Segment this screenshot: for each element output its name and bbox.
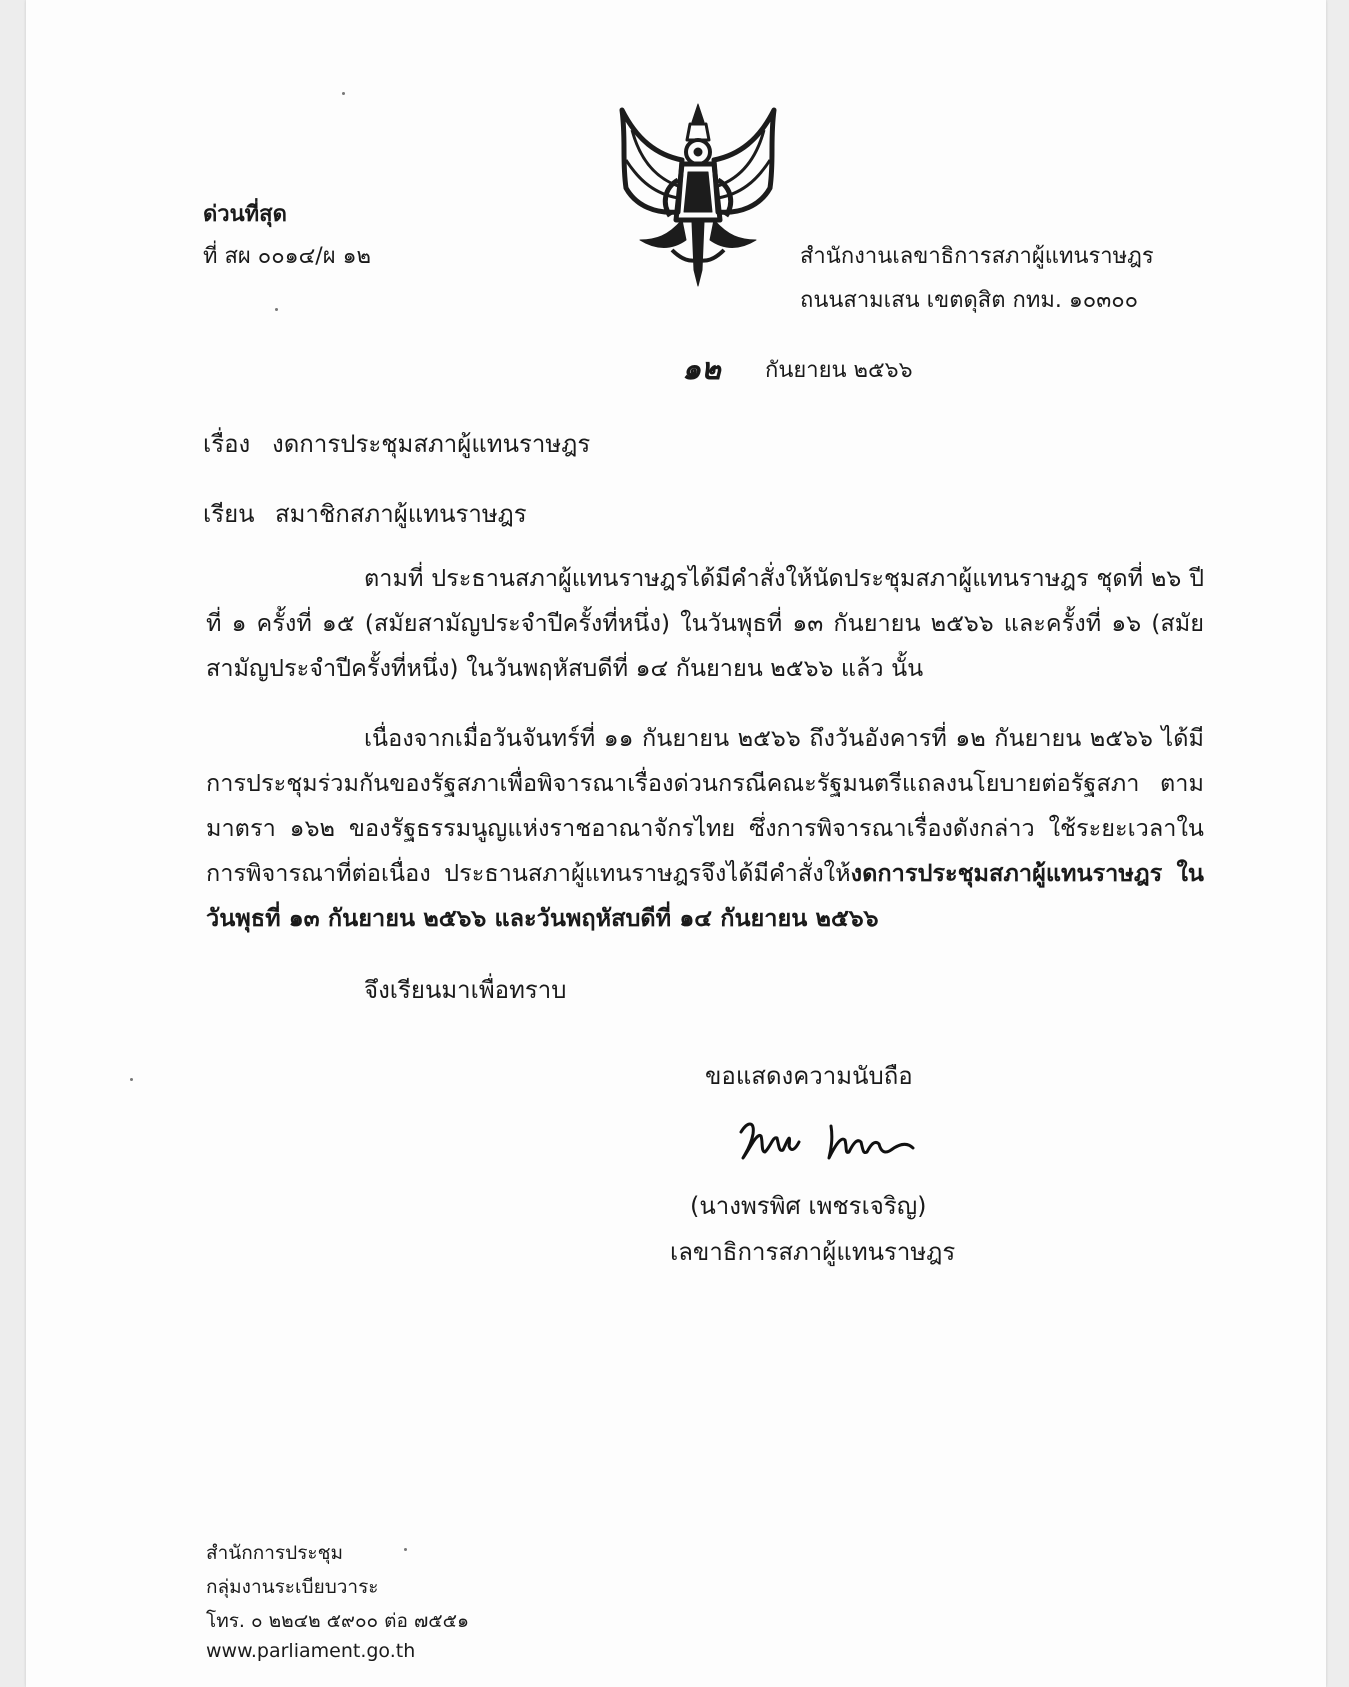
urgency-label: ด่วนที่สุด — [203, 202, 287, 227]
date-day: ๑๒ — [682, 352, 721, 387]
scan-speck — [404, 1548, 407, 1551]
scan-speck — [342, 92, 345, 95]
date-month-year: กันยายน ๒๕๖๖ — [765, 358, 913, 383]
footer-group: กลุ่มงานระเบียบวาระ — [206, 1576, 379, 1598]
footer-website[interactable]: www.parliament.go.th — [206, 1640, 416, 1662]
signatory-name: (นางพรพิศ เพชรเจริญ) — [690, 1192, 927, 1220]
garuda-emblem-icon — [612, 100, 784, 290]
reference-number: ที่ สผ ๐๐๑๔/ผ ๑๒ — [203, 244, 372, 269]
paragraph-2-emphasis: งดการประชุมสภาผู้แทนราษฎร ในวันพุธที่ ๑๓ กันยายน ๒๕๖๖ และวันพฤหัสบดีที่ ๑๔ กันยายน ๒๕๖๖ — [206, 859, 1204, 932]
closing-line: จึงเรียนมาเพื่อทราบ — [364, 976, 567, 1004]
footer-department: สำนักการประชุม — [206, 1542, 344, 1564]
body-paragraph-1: ตามที่ ประธานสภาผู้แทนราษฎรได้มีคำสั่งให้นัดประชุมสภาผู้แทนราษฎร ชุดที่ ๒๖ ปีที่ ๑ ครั้งที่ ๑๕ (สมัยสามัญประจำปีครั้งที่หนึ่ง) ในวันพุธที่ ๑๓ กันยายน ๒๕๖๖ และครั้งที่ ๑๖ (สมัยสามัญประจำปีครั้งที่หนึ่ง) ในวันพฤหัสบดีที่ ๑๔ กันยายน ๒๕๖๖ แล้ว นั้น — [206, 564, 1204, 682]
signature-icon — [735, 1112, 925, 1164]
scan-speck — [275, 308, 278, 311]
scan-speck — [130, 1078, 133, 1081]
footer-phone: โทร. ๐ ๒๒๔๒ ๕๙๐๐ ต่อ ๗๕๕๑ — [206, 1610, 470, 1632]
signatory-position: เลขาธิการสภาผู้แทนราษฎร — [670, 1238, 956, 1266]
addressee-text: สมาชิกสภาผู้แทนราษฎร — [275, 500, 527, 528]
addressee-label: เรียน — [203, 500, 255, 528]
subject-text: งดการประชุมสภาผู้แทนราษฎร — [272, 430, 591, 458]
office-name: สำนักงานเลขาธิการสภาผู้แทนราษฎร — [800, 244, 1154, 269]
salutation: ขอแสดงความนับถือ — [705, 1062, 913, 1090]
paragraph-2-text: เนื่องจากเมื่อวันจันทร์ที่ ๑๑ กันยายน ๒๕๖๖ ถึงวันอังคารที่ ๑๒ กันยายน ๒๕๖๖ ได้มีการประชุมร่วมกันของรัฐสภาเพื่อพิจารณาเรื่องด่วนกรณีคณะรัฐมนตรีแถลงนโยบายต่อรัฐสภา ตามมาตรา ๑๖๒ ของรัฐธรรมนูญแห่งราชอาณาจักรไทย ซึ่งการพิจารณาเรื่องดังกล่าว ใช้ระยะเวลาในการพิจารณาที่ต่อเนื่อง ประธานสภาผู้แทนราษฎรจึงได้มีคำสั่งให้ — [206, 724, 1204, 887]
office-address: ถนนสามเสน เขตดุสิต กทม. ๑๐๓๐๐ — [800, 288, 1139, 313]
subject-label: เรื่อง — [203, 430, 251, 458]
body-paragraph-2 — [206, 716, 1204, 941]
